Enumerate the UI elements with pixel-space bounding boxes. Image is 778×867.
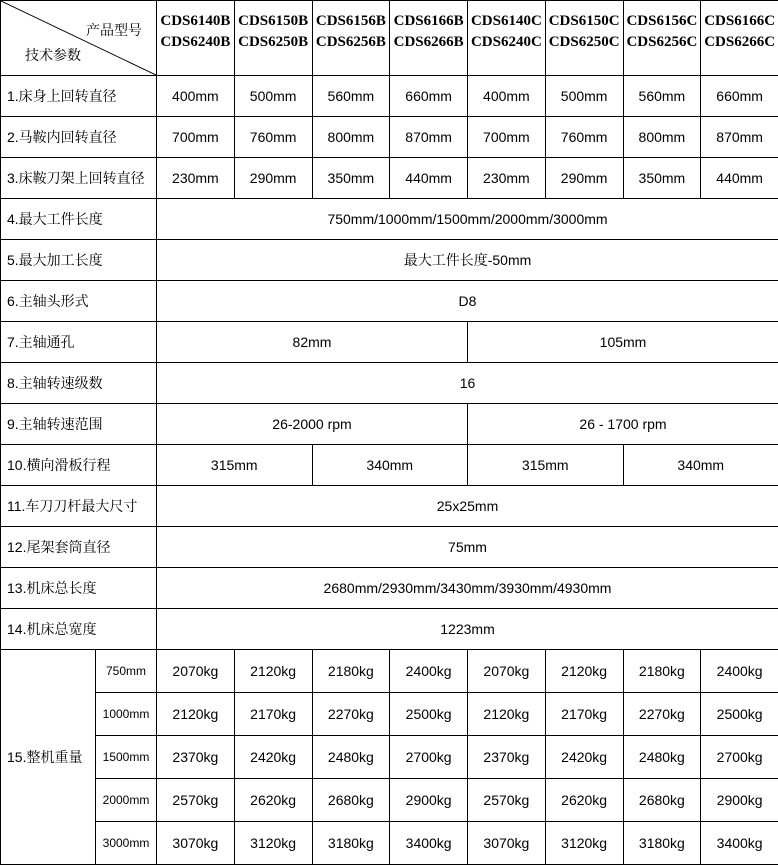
weight-cell: 2480kg <box>312 736 390 779</box>
value-cell: 400mm <box>468 76 546 117</box>
value-cell: 340mm <box>623 445 778 486</box>
value-cell: 最大工件长度-50mm <box>157 240 778 281</box>
table-row <box>1 281 778 322</box>
table-row <box>1 158 778 199</box>
value-cell: 315mm <box>157 445 313 486</box>
row-label: 1.床身上回转直径 <box>1 76 157 117</box>
table-row <box>1 117 778 158</box>
value-cell: 800mm <box>312 117 390 158</box>
weight-length-label: 1000mm <box>96 693 157 736</box>
weight-cell: 2120kg <box>234 650 312 693</box>
weight-length-label: 750mm <box>96 650 157 693</box>
weight-cell: 2070kg <box>468 650 546 693</box>
weight-cell: 2180kg <box>623 650 701 693</box>
weight-cell: 2270kg <box>312 693 390 736</box>
row-label: 5.最大加工长度 <box>1 240 157 281</box>
value-cell: 290mm <box>545 158 623 199</box>
value-cell: 500mm <box>234 76 312 117</box>
model-line: CDS6140C <box>470 13 542 29</box>
weight-row <box>1 650 778 693</box>
weight-cell: 2170kg <box>545 693 623 736</box>
table-row <box>1 404 778 445</box>
weight-cell: 2420kg <box>234 736 312 779</box>
model-header-7 <box>701 1 778 76</box>
row-label: 8.主轴转速级数 <box>1 363 157 404</box>
header-row <box>1 1 778 76</box>
row-label: 4.最大工件长度 <box>1 199 157 240</box>
model-line: CDS6250B <box>238 34 309 50</box>
weight-cell: 3120kg <box>545 822 623 865</box>
table-row <box>1 199 778 240</box>
value-cell: 16 <box>157 363 778 404</box>
row-label: 11.车刀刀杆最大尺寸 <box>1 486 157 527</box>
model-header-6 <box>623 1 701 76</box>
corner-product-label: 产品型号 <box>86 22 142 38</box>
table-row <box>1 445 778 486</box>
model-header-3 <box>390 1 468 76</box>
weight-cell: 2500kg <box>390 693 468 736</box>
weight-cell: 3070kg <box>468 822 546 865</box>
model-header-2 <box>312 1 390 76</box>
value-cell: 26 - 1700 rpm <box>468 404 778 445</box>
row-label: 14.机床总宽度 <box>1 609 157 650</box>
weight-row <box>1 822 778 865</box>
weight-row <box>1 693 778 736</box>
weight-cell: 3400kg <box>701 822 778 865</box>
weight-cell: 3070kg <box>157 822 235 865</box>
weight-cell: 2620kg <box>234 779 312 822</box>
model-line: CDS6166C <box>704 13 776 29</box>
table-row <box>1 76 778 117</box>
model-line: CDS6156C <box>626 13 698 29</box>
model-header-1 <box>234 1 312 76</box>
value-cell: 560mm <box>312 76 390 117</box>
table-row <box>1 486 778 527</box>
value-cell: 700mm <box>468 117 546 158</box>
weight-cell: 3120kg <box>234 822 312 865</box>
weight-cell: 2680kg <box>312 779 390 822</box>
model-line: CDS6266C <box>704 34 776 50</box>
table-row <box>1 363 778 404</box>
value-cell: 440mm <box>390 158 468 199</box>
corner-param-label: 技术参数 <box>25 47 81 63</box>
value-cell: 105mm <box>468 322 778 363</box>
value-cell: 870mm <box>701 117 778 158</box>
row-label: 13.机床总长度 <box>1 568 157 609</box>
model-line: CDS6150B <box>238 13 309 29</box>
weight-cell: 2700kg <box>390 736 468 779</box>
value-cell: 350mm <box>623 158 701 199</box>
weight-cell: 2370kg <box>468 736 546 779</box>
weight-cell: 3400kg <box>390 822 468 865</box>
weight-cell: 2500kg <box>701 693 778 736</box>
weight-cell: 3180kg <box>312 822 390 865</box>
weight-cell: 2170kg <box>234 693 312 736</box>
weight-length-label: 3000mm <box>96 822 157 865</box>
weight-cell: 2700kg <box>701 736 778 779</box>
weight-cell: 2400kg <box>701 650 778 693</box>
value-cell: 760mm <box>234 117 312 158</box>
weight-length-label: 1500mm <box>96 736 157 779</box>
weight-cell: 2480kg <box>623 736 701 779</box>
model-line: CDS6240C <box>470 34 542 50</box>
weight-cell: 2620kg <box>545 779 623 822</box>
weight-row <box>1 779 778 822</box>
table-row <box>1 568 778 609</box>
value-cell: 315mm <box>468 445 624 486</box>
value-cell: 660mm <box>701 76 778 117</box>
value-cell: 230mm <box>468 158 546 199</box>
weight-cell: 3180kg <box>623 822 701 865</box>
table-row <box>1 322 778 363</box>
value-cell: 340mm <box>312 445 468 486</box>
weight-cell: 2900kg <box>701 779 778 822</box>
value-cell: 760mm <box>545 117 623 158</box>
weight-cell: 2900kg <box>390 779 468 822</box>
value-cell: 26-2000 rpm <box>157 404 468 445</box>
row-label: 6.主轴头形式 <box>1 281 157 322</box>
weight-cell: 2180kg <box>312 650 390 693</box>
value-cell: 75mm <box>157 527 778 568</box>
row-label: 10.横向滑板行程 <box>1 445 157 486</box>
value-cell: 350mm <box>312 158 390 199</box>
weight-row <box>1 736 778 779</box>
weight-cell: 2570kg <box>157 779 235 822</box>
row-label: 12.尾架套筒直径 <box>1 527 157 568</box>
value-cell: 700mm <box>157 117 235 158</box>
model-line: CDS6250C <box>548 34 620 50</box>
value-cell: 2680mm/2930mm/3430mm/3930mm/4930mm <box>157 568 778 609</box>
weight-cell: 2270kg <box>623 693 701 736</box>
value-cell: 290mm <box>234 158 312 199</box>
model-header-0 <box>157 1 235 76</box>
value-cell: 660mm <box>390 76 468 117</box>
weight-cell: 2400kg <box>390 650 468 693</box>
model-line: CDS6240B <box>160 34 231 50</box>
model-line: CDS6140B <box>160 13 231 29</box>
row-label: 2.马鞍内回转直径 <box>1 117 157 158</box>
row-label: 7.主轴通孔 <box>1 322 157 363</box>
value-cell: 25x25mm <box>157 486 778 527</box>
weight-cell: 2570kg <box>468 779 546 822</box>
model-line: CDS6156B <box>315 13 386 29</box>
row-label: 3.床鞍刀架上回转直径 <box>1 158 157 199</box>
value-cell: D8 <box>157 281 778 322</box>
table-row <box>1 240 778 281</box>
value-cell: 230mm <box>157 158 235 199</box>
weight-cell: 2120kg <box>157 693 235 736</box>
model-line: CDS6150C <box>548 13 620 29</box>
value-cell: 1223mm <box>157 609 778 650</box>
model-line: CDS6256B <box>315 34 386 50</box>
weight-length-label: 2000mm <box>96 779 157 822</box>
value-cell: 400mm <box>157 76 235 117</box>
model-line: CDS6256C <box>626 34 698 50</box>
weight-cell: 2070kg <box>157 650 235 693</box>
value-cell: 440mm <box>701 158 778 199</box>
row-label: 9.主轴转速范围 <box>1 404 157 445</box>
value-cell: 500mm <box>545 76 623 117</box>
corner-cell <box>1 1 157 76</box>
value-cell: 560mm <box>623 76 701 117</box>
table-row <box>1 609 778 650</box>
weight-section-label: 15.整机重量 <box>1 650 96 865</box>
value-cell: 870mm <box>390 117 468 158</box>
model-header-5 <box>545 1 623 76</box>
weight-cell: 2120kg <box>468 693 546 736</box>
weight-cell: 2420kg <box>545 736 623 779</box>
value-cell: 82mm <box>157 322 468 363</box>
model-line: CDS6266B <box>393 34 464 50</box>
value-cell: 750mm/1000mm/1500mm/2000mm/3000mm <box>157 199 778 240</box>
weight-cell: 2370kg <box>157 736 235 779</box>
model-header-4 <box>468 1 546 76</box>
table-row <box>1 527 778 568</box>
model-line: CDS6166B <box>393 13 464 29</box>
value-cell: 800mm <box>623 117 701 158</box>
weight-cell: 2680kg <box>623 779 701 822</box>
weight-cell: 2120kg <box>545 650 623 693</box>
